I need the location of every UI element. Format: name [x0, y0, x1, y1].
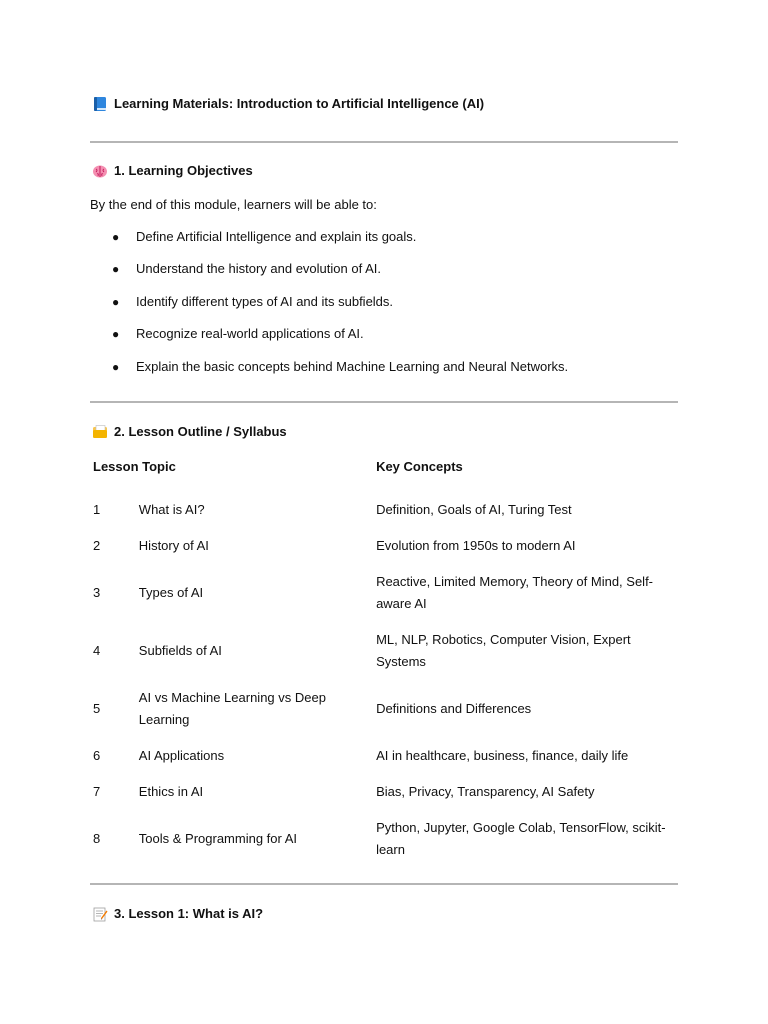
- lesson-topic: AI vs Machine Learning vs Deep Learning: [138, 690, 326, 727]
- blue-book-icon: [92, 96, 108, 112]
- lesson-concepts: Bias, Privacy, Transparency, AI Safety: [376, 784, 595, 799]
- column-header-topic: Lesson Topic: [93, 459, 176, 474]
- lesson-concepts: AI in healthcare, business, finance, daily life: [376, 748, 629, 763]
- lesson-number: 6: [93, 748, 101, 763]
- folder-icon: [92, 424, 108, 440]
- list-item: ● Explain the basic concepts behind Machine Learning and Neural Networks.: [112, 358, 569, 374]
- list-item: ● Define Artificial Intelligence and explain its goals.: [112, 229, 417, 244]
- lesson-concepts: Python, Jupyter, Google Colab, TensorFlow, scikit-learn: [376, 820, 666, 857]
- list-item: ● Identify different types of AI and its subfields.: [112, 293, 394, 309]
- table-row: [90, 810, 680, 868]
- table-row: [90, 622, 680, 680]
- section-heading-outline: [92, 423, 287, 441]
- lesson-topic: Tools & Programming for AI: [138, 831, 298, 846]
- lesson-number: 3: [93, 585, 101, 600]
- column-header-concepts: Key Concepts: [376, 459, 463, 474]
- table-row: [90, 774, 680, 810]
- lesson-concepts: Reactive, Limited Memory, Theory of Mind, Self-aware AI: [376, 574, 654, 611]
- syllabus-table: [90, 456, 680, 868]
- objectives-list: [110, 228, 568, 390]
- divider: [90, 141, 678, 143]
- lesson-topic: AI Applications: [138, 748, 225, 763]
- lesson-topic: Subfields of AI: [138, 643, 222, 658]
- lesson-concepts: Evolution from 1950s to modern AI: [376, 538, 576, 553]
- lesson-topic: Ethics in AI: [138, 784, 204, 799]
- lesson-number: 1: [93, 502, 101, 517]
- lesson-concepts: Definitions and Differences: [376, 701, 532, 716]
- lesson-topic: Types of AI: [138, 585, 204, 600]
- section-heading-text: 1. Learning Objectives: [114, 163, 253, 178]
- table-row: [90, 528, 680, 564]
- lesson-number: 2: [93, 538, 101, 553]
- list-item: ● Understand the history and evolution of AI.: [112, 261, 381, 277]
- lesson-concepts: Definition, Goals of AI, Turing Test: [376, 502, 572, 517]
- lesson-number: 5: [93, 701, 101, 716]
- section-heading-text: 2. Lesson Outline / Syllabus: [114, 424, 287, 439]
- document-title: [92, 95, 484, 113]
- lesson-topic: History of AI: [138, 538, 209, 553]
- divider: [90, 401, 678, 403]
- bullet-icon: ●: [112, 294, 120, 309]
- bullet-icon: ●: [112, 359, 120, 374]
- lesson-topic: What is AI?: [138, 502, 205, 517]
- table-row: [90, 680, 680, 738]
- memo-icon: [92, 906, 108, 922]
- document-title-text: Learning Materials: Introduction to Artificial Intelligence (AI): [114, 96, 485, 111]
- bullet-icon: ●: [112, 230, 120, 244]
- divider: [90, 883, 678, 885]
- lesson-number: 7: [93, 784, 101, 799]
- table-header-row: [90, 456, 680, 492]
- bullet-icon: ●: [112, 262, 120, 277]
- section-heading-lesson1: [92, 905, 263, 923]
- table-row: [90, 738, 680, 774]
- list-item: ● Recognize real-world applications of AI.: [112, 326, 364, 342]
- table-row: [90, 564, 680, 622]
- lesson-concepts: ML, NLP, Robotics, Computer Vision, Expert Systems: [376, 632, 631, 669]
- section-heading-objectives: [92, 162, 253, 180]
- section-heading-text: 3. Lesson 1: What is AI?: [114, 906, 264, 921]
- brain-icon: [92, 163, 108, 179]
- bullet-icon: ●: [112, 327, 120, 342]
- objectives-intro: By the end of this module, learners will be able to:: [90, 197, 377, 212]
- table-row: [90, 492, 680, 528]
- lesson-number: 4: [93, 643, 101, 658]
- lesson-number: 8: [93, 831, 101, 846]
